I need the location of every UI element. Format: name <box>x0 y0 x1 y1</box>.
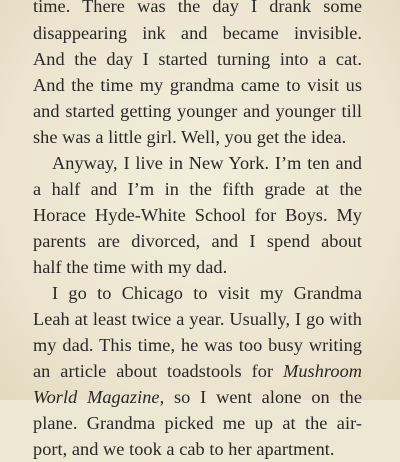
text-line: Anyway, I live in New York. I’m ten and <box>52 153 362 173</box>
text-line: And the day I started turning into a cat. <box>33 49 362 69</box>
text-line: parents are divorced, and I spend about <box>33 231 362 251</box>
text-line: And the time my grandma came to visit us <box>33 75 362 95</box>
text-line: a half and I’m in the fifth grade at the <box>33 179 362 199</box>
text-line: disappearing ink and became invisible. <box>33 23 362 43</box>
italic-title-segment: Mushroom <box>283 361 363 381</box>
italic-title-segment: World Magazine <box>33 387 160 407</box>
text-line: Horace Hyde-White School for Boys. My <box>33 205 362 225</box>
text-line: half the time with my dad. <box>33 257 228 277</box>
text-line: I go to Chicago to visit my Grandma <box>52 283 362 303</box>
text-line <box>33 358 362 384</box>
text-segment: , so I went alone on the <box>159 387 362 407</box>
text-line: and started getting younger and younger till <box>33 101 362 121</box>
text-line: time. There was the day I drank some <box>33 0 362 16</box>
text-line: plane. Grandma picked me up at the air- <box>33 413 362 433</box>
text-line: Leah at least twice a year. Usually, I go with <box>33 309 362 329</box>
text-line: my dad. This time, he was too busy writing <box>33 335 362 355</box>
text-line: she was a little girl. Well, you get the idea. <box>33 127 347 147</box>
text-line: port, and we took a cab to her apartment. <box>33 439 335 459</box>
text-segment: an article about toadstools for <box>33 361 274 381</box>
text-line <box>33 384 362 410</box>
